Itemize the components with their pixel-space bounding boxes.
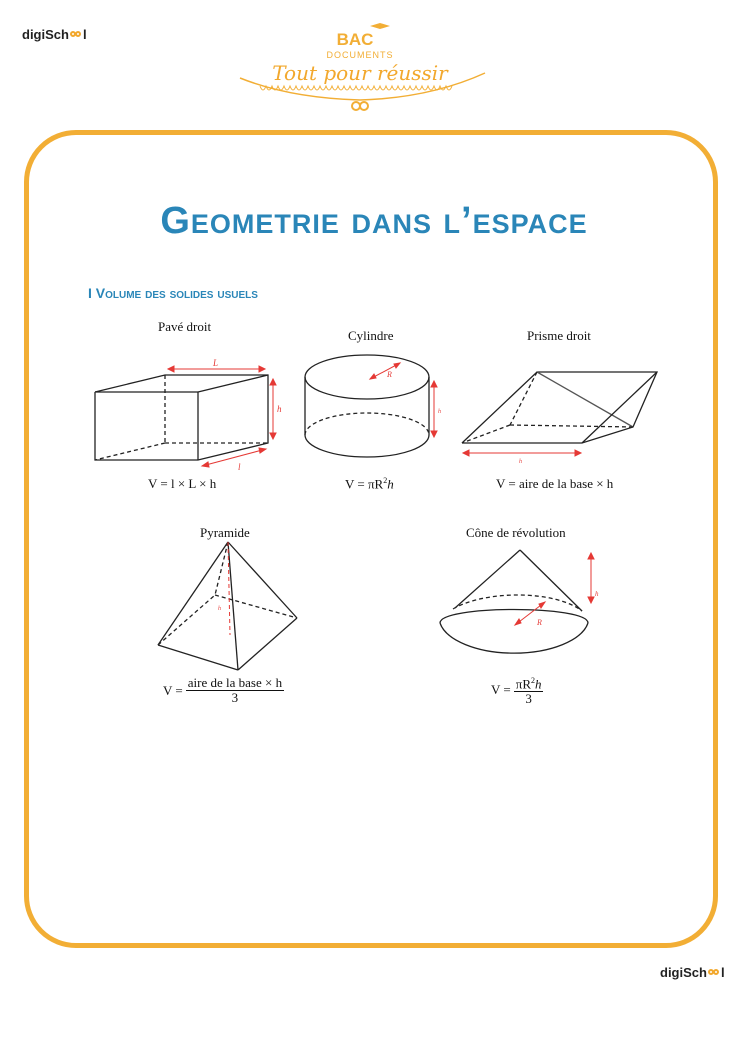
pave-width-label: l	[238, 462, 241, 472]
cone-radius-label: R	[537, 618, 542, 627]
footer-logo-text: digiSch	[660, 965, 707, 980]
cylindre-formula-suffix: h	[387, 476, 394, 492]
footer-logo-text-end: l	[720, 965, 725, 980]
cone-numerator-prefix: πR	[515, 676, 531, 692]
banner-title: BAC	[336, 30, 374, 49]
logo-text: digiSch	[22, 27, 69, 42]
banner-slogan: Tout pour réussir	[272, 61, 448, 85]
pyramide-denominator: 3	[231, 690, 239, 705]
pave-length-label: L	[213, 358, 219, 368]
banner-scribble	[260, 86, 452, 90]
cone-numerator-suffix: h	[534, 676, 542, 692]
prisme-figure	[455, 365, 665, 470]
cone-numerator	[514, 674, 544, 692]
cylindre-height-label: h	[438, 409, 441, 415]
prisme-height-label: h	[519, 459, 522, 465]
graduation-cap-icon	[370, 23, 390, 29]
cylindre-figure	[300, 345, 445, 470]
bac-banner	[230, 18, 490, 118]
pave-formula: V = l × L × h	[148, 476, 217, 491]
pave-figure	[90, 355, 290, 475]
cone-formula	[491, 674, 543, 706]
cone-denominator: 3	[525, 691, 532, 707]
cone-formula-prefix: V =	[491, 682, 511, 698]
banner-infinity-icon	[352, 102, 368, 110]
pyramide-formula	[163, 676, 284, 705]
cylindre-formula	[345, 476, 394, 492]
cylindre-label: Cylindre	[348, 328, 394, 343]
cone-height-label: h	[595, 590, 599, 598]
cone-fraction	[514, 674, 544, 706]
pyramide-numerator: aire de la base × h	[187, 675, 283, 690]
prisme-formula: V = aire de la base × h	[496, 476, 614, 491]
cylindre-formula-exp: 2	[383, 476, 388, 485]
pyramide-figure	[150, 535, 305, 675]
pave-label: Pavé droit	[158, 319, 212, 334]
logo-text-end: l	[82, 27, 87, 42]
content-frame	[24, 130, 718, 948]
cone-label: Cône de révolution	[466, 525, 566, 540]
cylindre-formula-prefix: V = πR	[345, 476, 384, 492]
pyramide-fraction	[186, 676, 284, 705]
pyramide-height-label: h	[218, 606, 221, 612]
footer-logo-infinity-icon	[708, 969, 720, 977]
pave-height-label: h	[277, 404, 282, 414]
cylindre-radius-label: R	[387, 370, 392, 379]
digischool-footer-logo	[660, 965, 725, 980]
banner-subtitle: DOCUMENTS	[326, 50, 394, 60]
prisme-label: Prisme droit	[527, 328, 591, 343]
pyramide-formula-prefix: V =	[163, 682, 183, 698]
document-title: Geometrie dans l’espace	[160, 200, 588, 242]
pyramide-label: Pyramide	[200, 525, 250, 540]
cone-figure	[435, 545, 610, 665]
cone-numerator-exp: 2	[530, 676, 535, 685]
section-heading: I Volume des solides usuels	[88, 285, 258, 301]
digischool-logo	[22, 27, 87, 42]
logo-infinity-icon	[70, 31, 82, 39]
